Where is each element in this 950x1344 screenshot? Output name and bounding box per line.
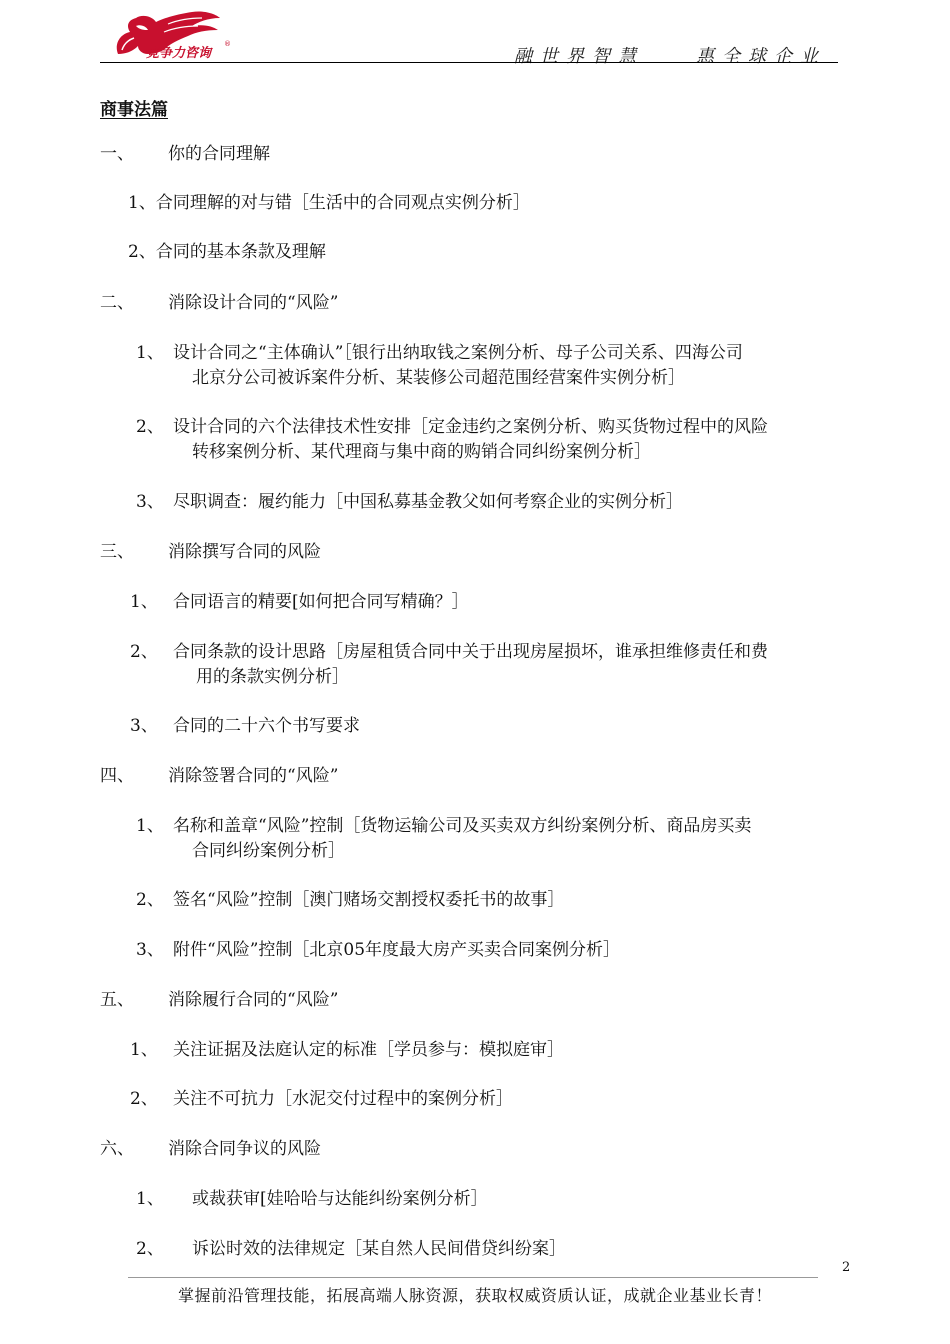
chapter-number: 三、 (100, 542, 134, 562)
chapter-number: 六、 (100, 1139, 134, 1159)
list-item: 尽职调查：履约能力［中国私募基金教父如何考察企业的实例分析］ (173, 492, 683, 512)
list-item: 设计合同之“主体确认”［银行出纳取钱之案例分析、母子公司关系、四海公司 (173, 343, 743, 363)
list-item: 关注不可抗力［水泥交付过程中的案例分析］ (173, 1089, 513, 1109)
list-item: 关注证据及法庭认定的标准［学员参与：模拟庭审］ (173, 1040, 564, 1060)
list-item: 1、合同理解的对与错［生活中的合同观点实例分析］ (128, 193, 530, 213)
footer-slogan: 掌握前沿管理技能，拓展高端人脉资源，获取权威资质认证，成就企业基业长青！ (177, 1286, 772, 1305)
list-item-continuation: 合同纠纷案例分析］ (192, 841, 345, 861)
item-number: 3、 (136, 492, 164, 512)
chapter-number: 二、 (100, 293, 134, 313)
brand-name: 竞争力咨询 (146, 46, 212, 61)
item-number: 1、 (136, 816, 164, 836)
chapter-title: 你的合同理解 (168, 144, 270, 164)
list-item: 或裁获审[娃哈哈与达能纠纷案例分析］ (192, 1189, 488, 1209)
slogan-right: 惠全球企业 (696, 46, 826, 67)
chapter-title: 消除签署合同的“风险” (168, 766, 339, 786)
list-item: 设计合同的六个法律技术性安排［定金违约之案例分析、购买货物过程中的风险 (173, 417, 768, 437)
slogan-left: 融世界智慧 (514, 46, 644, 67)
list-item-continuation: 转移案例分析、某代理商与集中商的购销合同纠纷案例分析］ (192, 442, 651, 462)
item-number: 2、 (130, 642, 158, 662)
item-number: 2、 (136, 1239, 164, 1259)
list-item: 诉讼时效的法律规定［某自然人民间借贷纠纷案］ (192, 1239, 566, 1259)
list-item-continuation: 北京分公司被诉案件分析、某装修公司超范围经营案件实例分析］ (192, 368, 685, 388)
chapter-title: 消除合同争议的风险 (168, 1139, 321, 1159)
item-number: 3、 (130, 716, 158, 736)
page-number: 2 (842, 1260, 851, 1275)
header-divider (100, 62, 838, 63)
item-number: 1、 (130, 1040, 158, 1060)
registered-mark: ® (224, 40, 231, 48)
item-number: 2、 (136, 417, 164, 437)
footer-divider (128, 1277, 818, 1278)
item-number: 1、 (130, 592, 158, 612)
list-item-continuation: 用的条款实例分析］ (196, 667, 349, 687)
list-item: 名称和盖章“风险”控制［货物运输公司及买卖双方纠纷案例分析、商品房买卖 (173, 816, 752, 836)
list-item: 合同条款的设计思路［房屋租赁合同中关于出现房屋损坏，谁承担维修责任和费 (173, 642, 768, 662)
list-item: 附件“风险”控制［北京05年度最大房产买卖合同案例分析］ (173, 940, 621, 960)
chapter-number: 一、 (100, 144, 134, 164)
item-number: 2、 (136, 890, 164, 910)
chapter-title: 消除履行合同的“风险” (168, 990, 339, 1010)
list-item: 合同的二十六个书写要求 (173, 716, 360, 736)
list-item: 2、合同的基本条款及理解 (128, 242, 326, 262)
item-number: 2、 (130, 1089, 158, 1109)
chapter-title: 消除撰写合同的风险 (168, 542, 321, 562)
section-title: 商事法篇 (100, 100, 168, 120)
item-number: 1、 (136, 343, 164, 363)
chapter-number: 四、 (100, 766, 134, 786)
item-number: 1、 (136, 1189, 164, 1209)
list-item: 签名“风险”控制［澳门赌场交割授权委托书的故事］ (173, 890, 565, 910)
chapter-number: 五、 (100, 990, 134, 1010)
list-item: 合同语言的精要[如何把合同写精确？］ (173, 592, 469, 612)
chapter-title: 消除设计合同的“风险” (168, 293, 339, 313)
item-number: 3、 (136, 940, 164, 960)
